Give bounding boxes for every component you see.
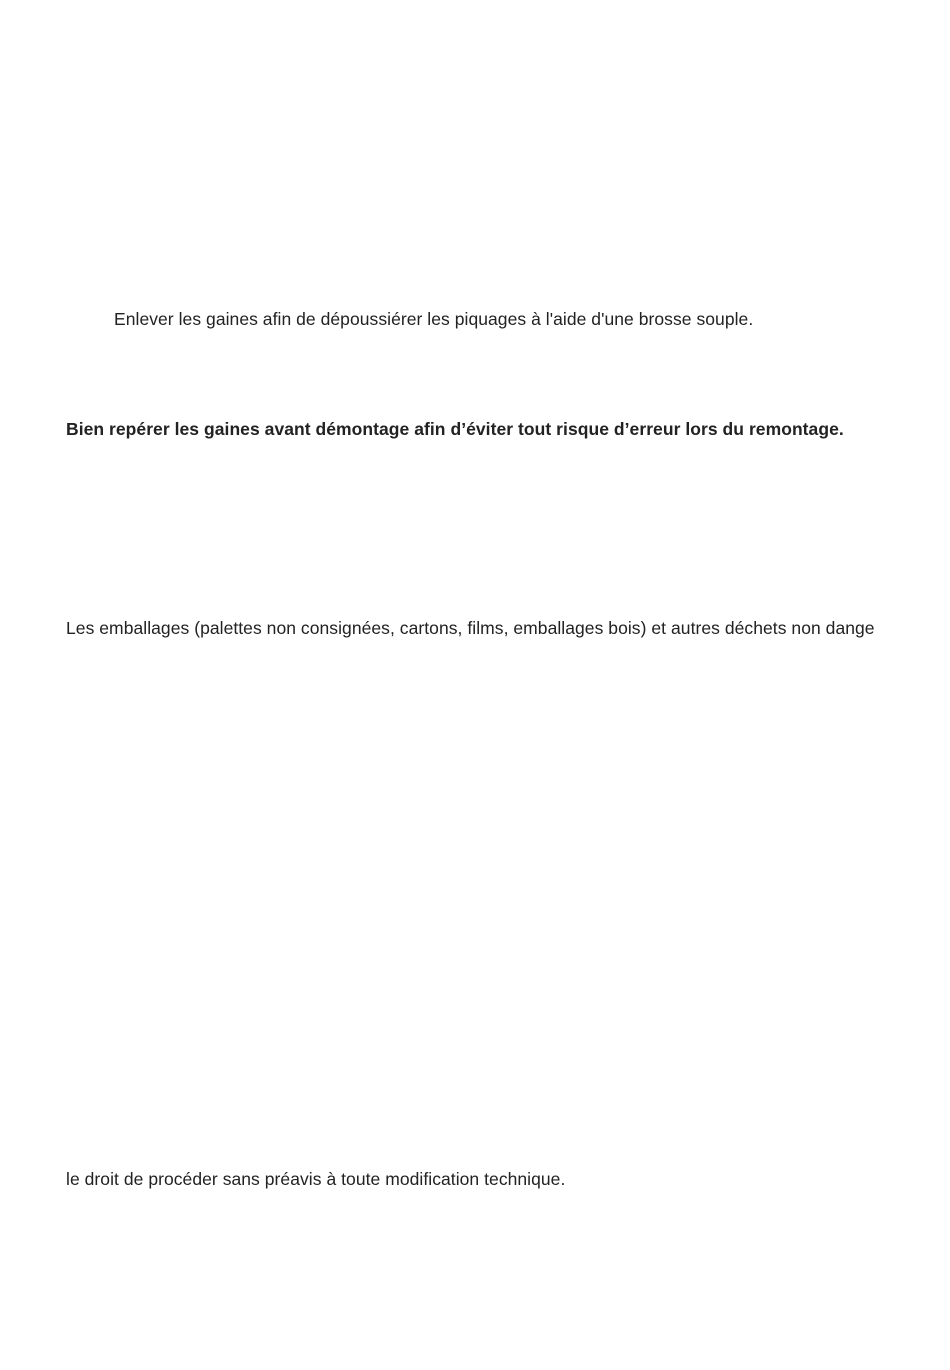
paragraph-technical-modification: le droit de procéder sans préavis à toute modification technique. xyxy=(66,1169,566,1189)
paragraph-warning-bold: Bien repérer les gaines avant démontage afin d’éviter tout risque d’erreur lors du remontage. xyxy=(66,419,844,439)
paragraph-cleaning-instruction: Enlever les gaines afin de dépoussiérer les piquages à l'aide d'une brosse souple. xyxy=(114,309,754,329)
paragraph-packaging-waste: Les emballages (palettes non consignées, cartons, films, emballages bois) et autres déchets non dange xyxy=(66,618,875,638)
